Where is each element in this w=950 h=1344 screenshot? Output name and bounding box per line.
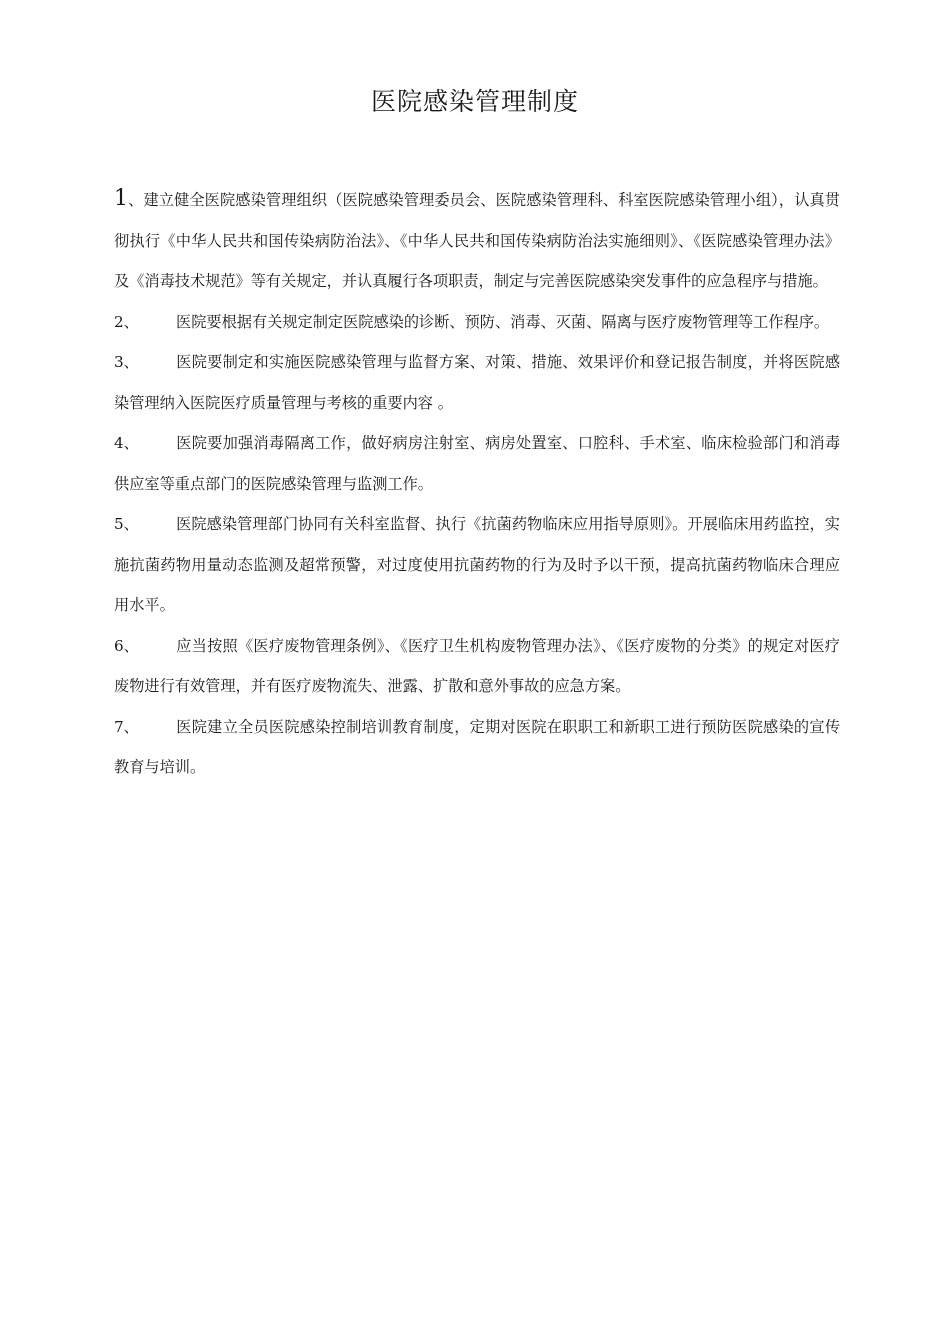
list-item-7	[114, 707, 840, 788]
item-text-4: 医院要加强消毒隔离工作，做好病房注射室、病房处置室、口腔科、手术室、临床检验部门和消毒供应室等重点部门的医院感染管理与监测工作。	[114, 434, 840, 493]
list-item-4	[114, 423, 840, 504]
list-item-1	[114, 180, 840, 302]
item-text-5: 医院感染管理部门协同有关科室监督、执行《抗菌药物临床应用指导原则》。开展临床用药监控，实施抗菌药物用量动态监测及超常预警，对过度使用抗菌药物的行为及时予以干预，提高抗菌药物临床合理应用水平。	[114, 515, 840, 614]
item-number-7: 7、	[114, 717, 139, 736]
item-number-5: 5、	[114, 515, 139, 533]
item-text-3: 医院要制定和实施医院感染管理与监督方案、对策、措施、效果评价和登记报告制度，并将医院感染管理纳入医院医疗质量管理与考核的重要内容 。	[114, 353, 840, 412]
page-title: 医院感染管理制度	[370, 87, 579, 116]
item-text-6: 应当按照《医疗废物管理条例》、《医疗卫生机构废物管理办法》、《医疗废物的分类》的规定对医疗废物进行有效管理，并有医疗废物流失、泄露、扩散和意外事故的应急方案。	[114, 636, 840, 695]
list-item-5	[114, 504, 840, 626]
item-number-3: 3、	[114, 353, 139, 371]
list-item-6	[114, 626, 840, 707]
item-number-4: 4、	[114, 434, 139, 452]
document-body	[114, 180, 840, 788]
item-number-2: 2、	[114, 312, 139, 331]
item-text-7: 医院建立全员医院感染控制培训教育制度，定期对医院在职职工和新职工进行预防医院感染的宣传教育与培训。	[114, 717, 840, 776]
item-text-1: 建立健全医院感染管理组织（医院感染管理委员会、医院感染管理科、科室医院感染管理小组），认真贯彻执行《中华人民共和国传染病防治法》、《中华人民共和国传染病防治法实施细则》、《医院感染管理办法》及《消毒技术规范》等有关规定，并认真履行各项职责，制定与完善医院感染突发事件的应急程序与措施。	[114, 191, 840, 290]
item-number-6: 6、	[114, 636, 139, 655]
item-text-2: 医院要根据有关规定制定医院感染的诊断、预防、消毒、灭菌、隔离与医疗废物管理等工作程序。	[176, 312, 830, 331]
list-item-2	[114, 302, 840, 343]
list-item-3	[114, 342, 840, 423]
item-separator-1: 、	[128, 191, 144, 209]
item-number-1: 1	[114, 186, 128, 211]
